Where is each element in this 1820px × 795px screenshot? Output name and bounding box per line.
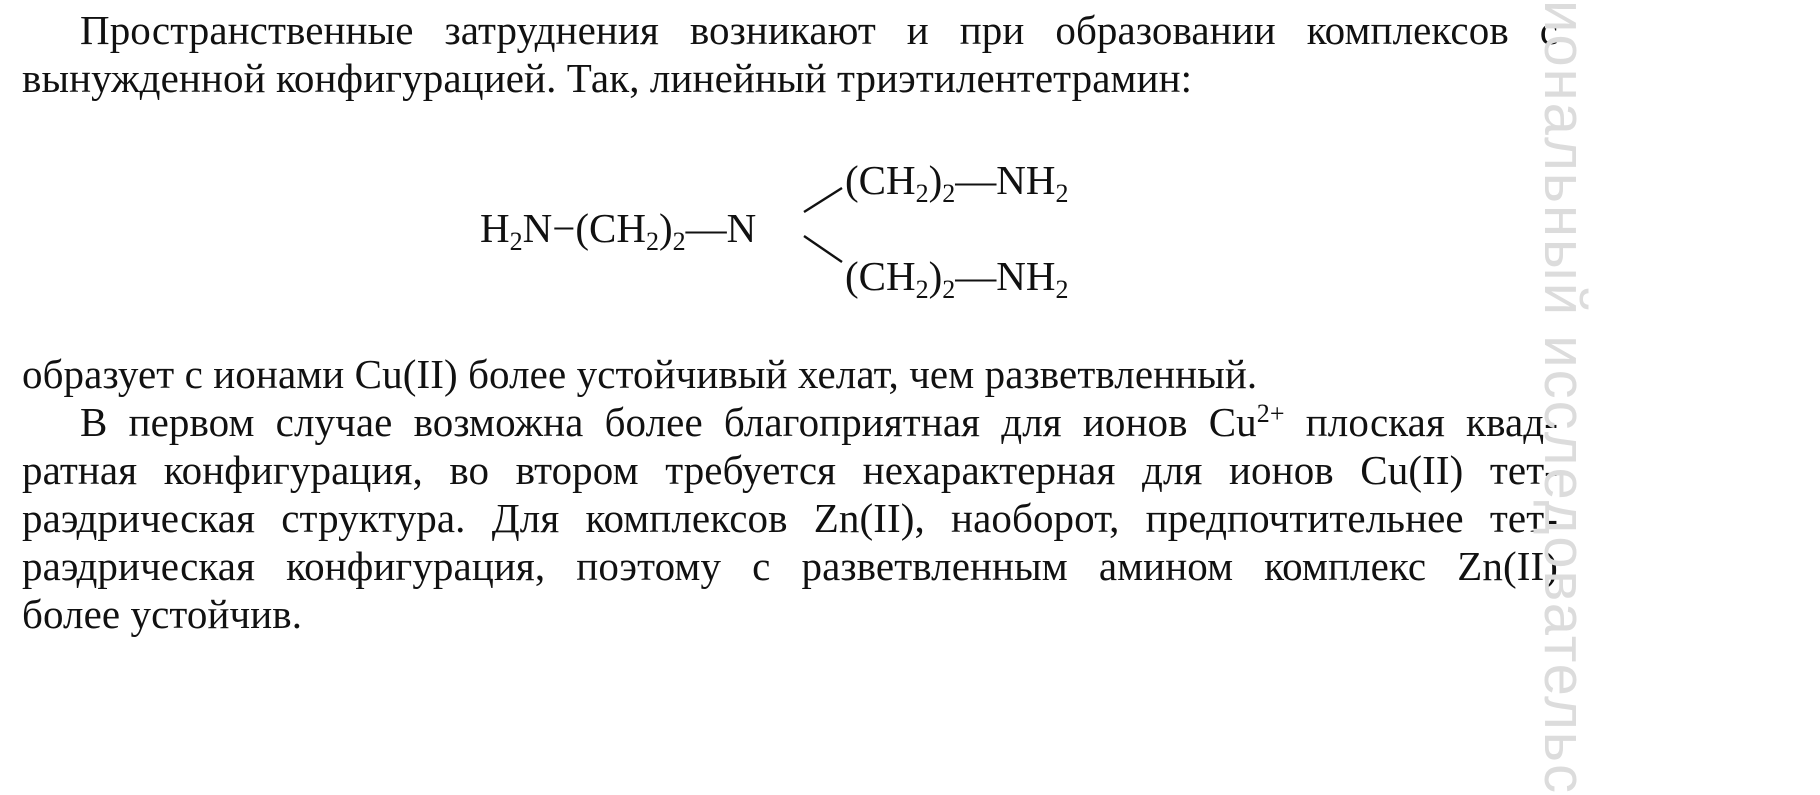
formula-upper-branch: (CH2)2—NH2 xyxy=(845,157,1069,208)
formula-svg xyxy=(470,150,1130,320)
paragraph-2-line-1: образует с ионами Cu(II) более устойчивый хелат, чем разветвленный. xyxy=(22,351,1258,397)
paragraph-3-line-1-text-a: В первом случае возможна более благоприятная для ионов Cu xyxy=(80,399,1257,445)
side-watermark xyxy=(1532,0,1608,795)
chemical-formula-triethylenetetramine xyxy=(470,150,1130,320)
paragraph-3-line-4: раэдрическая конфигурация, поэтому с разветвленным амином комплекс Zn(II) xyxy=(22,543,1558,589)
cu-charge-superscript: 2+ xyxy=(1256,399,1285,428)
paragraph-3-line-5: более устойчив. xyxy=(22,591,303,637)
paragraph-3-line-1-text-b: плоская квад- xyxy=(1284,399,1559,445)
paragraph-3-line-1 xyxy=(80,398,1558,446)
paragraph-3-line-2: ратная конфигурация, во втором требуется нехарактерная для ионов Cu(II) тет- xyxy=(22,447,1558,493)
upper-bond-line xyxy=(804,188,842,212)
lower-bond-line xyxy=(804,236,842,262)
paragraph-1-line-1: Пространственные затруднения возникают и при образовании комплексов с xyxy=(80,7,1558,53)
formula-lower-branch: (CH2)2—NH2 xyxy=(845,253,1069,304)
paragraph-3-line-3: раэдрическая структура. Для комплексов Zn(II), наоборот, предпочтительнее тет- xyxy=(22,495,1558,541)
formula-main-chain: H2N−(CH2)2—N xyxy=(480,205,757,256)
watermark-text: иональный исследовательс xyxy=(1532,0,1597,795)
paragraph-1-line-2: вынужденной конфигурацией. Так, линейный триэтилентетрамин: xyxy=(22,55,1193,101)
